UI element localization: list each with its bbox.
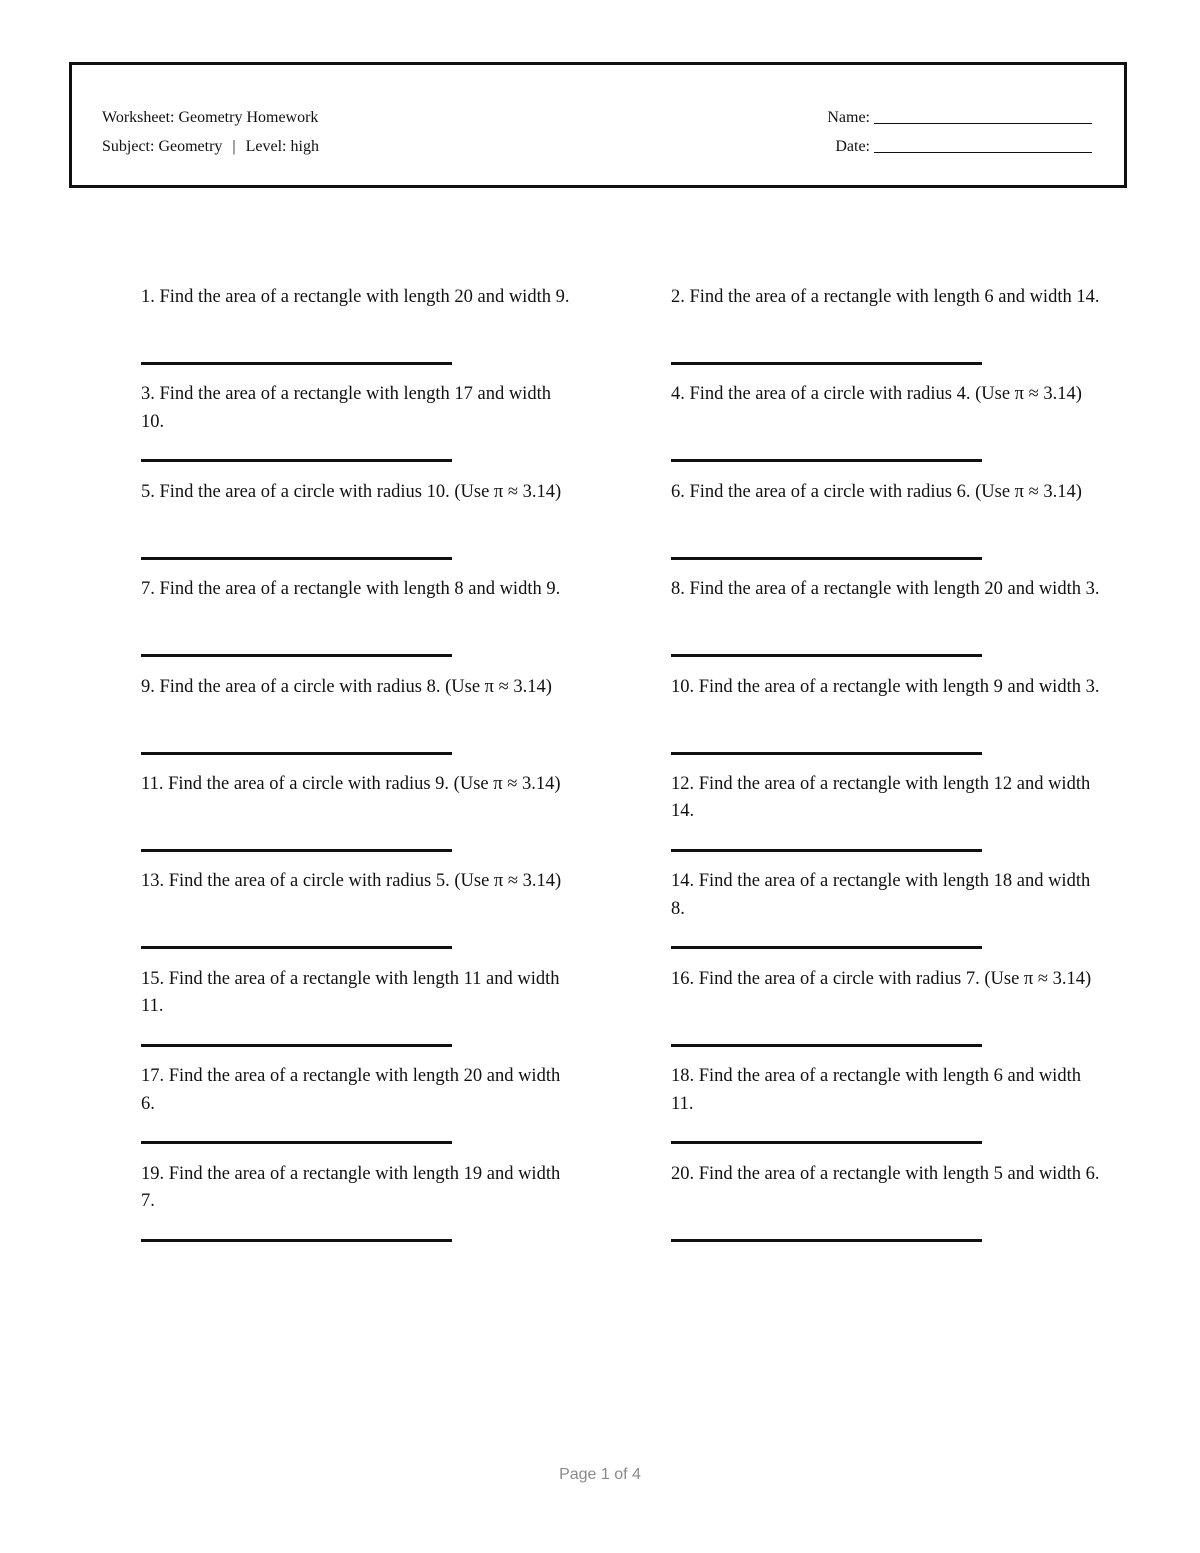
question-text: 7. Find the area of a rectangle with length 8 and width 9.: [141, 579, 561, 600]
question-text: 20. Find the area of a rectangle with length 5 and width 6.: [671, 1163, 1100, 1184]
question-text: 12. Find the area of a rectangle with length 12 and width 14.: [671, 773, 1091, 822]
page-number: Page 1 of 4: [559, 1466, 641, 1483]
answer-line[interactable]: [671, 1141, 982, 1144]
question-item: [671, 479, 1101, 576]
answer-line[interactable]: [141, 1239, 452, 1242]
answer-line[interactable]: [671, 1239, 982, 1242]
question-item: [141, 1161, 571, 1258]
name-label: Name:: [827, 109, 870, 126]
answer-line[interactable]: [141, 459, 452, 462]
question-item: [671, 284, 1101, 381]
question-item: [671, 674, 1101, 771]
answer-line[interactable]: [141, 1044, 452, 1047]
answer-line[interactable]: [671, 1044, 982, 1047]
question-text: 4. Find the area of a circle with radius 4. (Use π ≈ 3.14): [671, 384, 1082, 405]
level-label: Level: high: [245, 138, 319, 155]
question-item: [671, 771, 1101, 868]
question-text: 13. Find the area of a circle with radius 5. (Use π ≈ 3.14): [141, 871, 562, 892]
question-text: 11. Find the area of a circle with radius 9. (Use π ≈ 3.14): [141, 773, 561, 794]
subject-label: Subject: Geometry: [102, 138, 223, 155]
answer-line[interactable]: [671, 946, 982, 949]
question-item: [141, 771, 571, 868]
answer-line[interactable]: [671, 362, 982, 365]
question-text: 14. Find the area of a rectangle with length 18 and width 8.: [671, 871, 1091, 919]
question-text: 17. Find the area of a rectangle with length 20 and width 6.: [141, 1066, 561, 1114]
answer-line[interactable]: [141, 654, 452, 657]
name-blank[interactable]: [874, 109, 1092, 124]
question-grid: [141, 284, 1101, 1258]
question-item: [671, 868, 1101, 965]
name-field: [827, 103, 1092, 132]
question-text: 16. Find the area of a circle with radius 7. (Use π ≈ 3.14): [671, 968, 1092, 989]
date-label: Date:: [835, 138, 870, 155]
question-text: 10. Find the area of a rectangle with length 9 and width 3.: [671, 676, 1100, 697]
question-text: 18. Find the area of a rectangle with length 6 and width 11.: [671, 1066, 1081, 1114]
question-text: 6. Find the area of a circle with radius 6. (Use π ≈ 3.14): [671, 481, 1082, 502]
question-item: [141, 674, 571, 771]
answer-line[interactable]: [141, 752, 452, 755]
worksheet-header: [69, 62, 1127, 188]
answer-line[interactable]: [141, 557, 452, 560]
question-item: [141, 479, 571, 576]
question-text: 5. Find the area of a circle with radius 10. (Use π ≈ 3.14): [141, 481, 562, 502]
answer-line[interactable]: [671, 557, 982, 560]
answer-line[interactable]: [141, 849, 452, 852]
student-fields: [827, 103, 1092, 161]
question-text: 1. Find the area of a rectangle with length 20 and width 9.: [141, 287, 570, 307]
answer-line[interactable]: [671, 752, 982, 755]
answer-line[interactable]: [141, 362, 452, 365]
question-item: [671, 381, 1101, 478]
worksheet-meta: [102, 132, 319, 161]
question-item: [141, 576, 571, 673]
question-text: 9. Find the area of a circle with radius 8. (Use π ≈ 3.14): [141, 676, 552, 697]
question-item: [141, 284, 571, 381]
question-text: 19. Find the area of a rectangle with length 19 and width 7.: [141, 1163, 561, 1212]
question-text: 3. Find the area of a rectangle with length 17 and width 10.: [141, 384, 551, 432]
worksheet-title: Worksheet: Geometry Homework: [102, 109, 319, 126]
date-blank[interactable]: [874, 138, 1092, 153]
answer-line[interactable]: [141, 946, 452, 949]
question-item: [141, 966, 571, 1063]
answer-line[interactable]: [141, 1141, 452, 1144]
meta-separator: |: [232, 138, 236, 155]
worksheet-info: [102, 103, 319, 161]
question-item: [141, 1063, 571, 1160]
question-item: [671, 576, 1101, 673]
answer-line[interactable]: [671, 654, 982, 657]
question-item: [671, 1161, 1101, 1258]
question-text: 15. Find the area of a rectangle with length 11 and width 11.: [141, 968, 560, 1017]
question-text: 8. Find the area of a rectangle with length 20 and width 3.: [671, 579, 1100, 600]
date-field: [827, 132, 1092, 161]
answer-line[interactable]: [671, 459, 982, 462]
question-item: [671, 966, 1101, 1063]
answer-line[interactable]: [671, 849, 982, 852]
question-text: 2. Find the area of a rectangle with length 6 and width 14.: [671, 287, 1100, 307]
question-item: [141, 868, 571, 965]
question-item: [141, 381, 571, 478]
question-item: [671, 1063, 1101, 1160]
